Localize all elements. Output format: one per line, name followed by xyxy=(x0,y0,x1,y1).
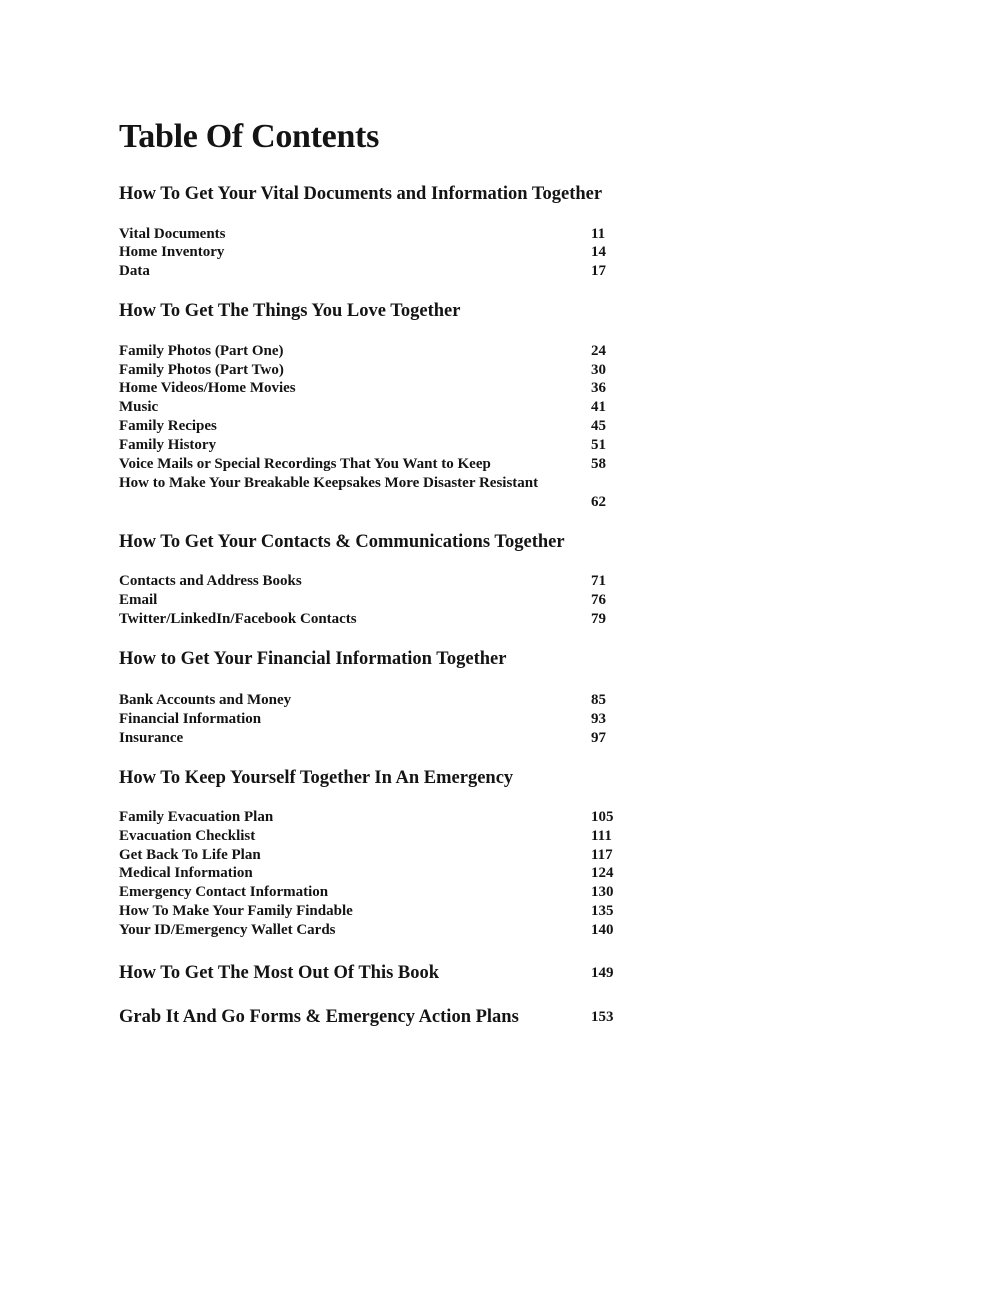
toc-entry[interactable] xyxy=(119,572,619,591)
toc-entry-page: 45 xyxy=(591,418,606,434)
toc-entry[interactable] xyxy=(119,921,619,940)
toc-entry-page: 153 xyxy=(591,1009,614,1025)
toc-entry-label: Bank Accounts and Money xyxy=(119,692,292,708)
toc-entry-label: Music xyxy=(119,399,159,415)
toc-entry[interactable] xyxy=(119,361,619,380)
toc-entry-label: Home Videos/Home Movies xyxy=(119,380,296,396)
toc-entry-label: Voice Mails or Special Recordings That You Want to Keep xyxy=(119,456,491,472)
toc-entry-label: Insurance xyxy=(119,730,184,746)
toc-entry-label: Your ID/Emergency Wallet Cards xyxy=(119,922,336,938)
toc-entry-label: Financial Information xyxy=(119,711,262,727)
toc-entry[interactable] xyxy=(119,455,619,474)
section-heading-financial: How to Get Your Financial Information Together xyxy=(119,649,507,669)
toc-entry-page: 76 xyxy=(591,592,606,608)
toc-entry[interactable] xyxy=(119,342,619,361)
toc-entry-label: Vital Documents xyxy=(119,226,226,242)
toc-entry-page: 11 xyxy=(591,226,606,242)
toc-entry[interactable] xyxy=(119,436,619,455)
section-heading-vital-documents: How To Get Your Vital Documents and Information Together xyxy=(119,184,603,204)
section-heading-emergency: How To Keep Yourself Together In An Emergency xyxy=(119,768,514,788)
toc-entry-page: 79 xyxy=(591,611,606,627)
toc-entry-grab-and-go-forms[interactable] xyxy=(119,1005,639,1029)
toc-entry-page: 24 xyxy=(591,343,606,359)
toc-entry-most-out-of-book[interactable] xyxy=(119,961,639,985)
toc-entry[interactable] xyxy=(119,808,619,827)
toc-entry-label: Family Recipes xyxy=(119,418,217,434)
toc-entry-page: 85 xyxy=(591,692,606,708)
toc-entry-page: 58 xyxy=(591,456,606,472)
toc-entry[interactable] xyxy=(119,225,619,244)
toc-entry-page: 140 xyxy=(591,922,614,938)
toc-entry-label: Family Evacuation Plan xyxy=(119,809,274,825)
page-title: Table Of Contents xyxy=(119,118,380,155)
toc-entry-label: Contacts and Address Books xyxy=(119,573,302,589)
toc-entry-page: 117 xyxy=(591,847,613,863)
section-heading-contacts: How To Get Your Contacts & Communications Together xyxy=(119,532,565,552)
toc-entry-page: 124 xyxy=(591,865,614,881)
toc-entry-page: 105 xyxy=(591,809,614,825)
toc-entry[interactable] xyxy=(119,902,619,921)
toc-entry-page: 93 xyxy=(591,711,606,727)
toc-entry-page: 111 xyxy=(591,828,612,844)
toc-entry-label: Emergency Contact Information xyxy=(119,884,329,900)
toc-entry[interactable] xyxy=(119,243,619,262)
toc-entry[interactable] xyxy=(119,398,619,417)
toc-entry-page: 135 xyxy=(591,903,614,919)
toc-entry[interactable] xyxy=(119,379,619,398)
toc-entry-page: 36 xyxy=(591,380,606,396)
toc-entry[interactable] xyxy=(119,864,619,883)
toc-entry-label: How To Get The Most Out Of This Book xyxy=(119,963,440,983)
toc-entry[interactable] xyxy=(119,846,619,865)
toc-entry-label: Twitter/LinkedIn/Facebook Contacts xyxy=(119,611,357,627)
toc-entry-page: 17 xyxy=(591,263,606,279)
toc-entry[interactable] xyxy=(119,710,619,729)
toc-entry-page: 30 xyxy=(591,362,606,378)
toc-entry-label: Family Photos (Part One) xyxy=(119,343,284,359)
toc-entry-page: 149 xyxy=(591,965,614,981)
toc-entry-page: 41 xyxy=(591,399,606,415)
toc-entry-label: Data xyxy=(119,263,150,279)
toc-entry-page: 14 xyxy=(591,244,606,260)
toc-entry[interactable] xyxy=(119,417,619,436)
toc-entry-label: Family History xyxy=(119,437,217,453)
toc-entry-label: Grab It And Go Forms & Emergency Action Plans xyxy=(119,1007,519,1027)
toc-entry[interactable] xyxy=(119,883,619,902)
toc-entry-page: 97 xyxy=(591,730,606,746)
toc-entry-label: Family Photos (Part Two) xyxy=(119,362,284,378)
toc-entry-label: Medical Information xyxy=(119,865,253,881)
toc-entry[interactable] xyxy=(119,827,619,846)
toc-entry-label: How To Make Your Family Findable xyxy=(119,903,353,919)
toc-entry[interactable] xyxy=(119,591,619,610)
toc-entry[interactable] xyxy=(119,262,619,281)
toc-entry-page: 71 xyxy=(591,573,606,589)
toc-entry-label: How to Make Your Breakable Keepsakes More Disaster Resistant xyxy=(119,475,539,491)
toc-entry[interactable] xyxy=(119,729,619,748)
section-heading-things-you-love: How To Get The Things You Love Together xyxy=(119,301,461,321)
toc-entry-page: 51 xyxy=(591,437,606,453)
toc-entry-label: Get Back To Life Plan xyxy=(119,847,261,863)
toc-entry-label: Evacuation Checklist xyxy=(119,828,256,844)
toc-entry[interactable] xyxy=(119,610,619,629)
toc-entry-page: 130 xyxy=(591,884,614,900)
toc-entry-label: Home Inventory xyxy=(119,244,225,260)
toc-entry[interactable] xyxy=(119,691,619,710)
toc-entry[interactable] xyxy=(119,474,619,512)
toc-entry-page: 62 xyxy=(591,494,606,510)
toc-entry-label: Email xyxy=(119,592,158,608)
